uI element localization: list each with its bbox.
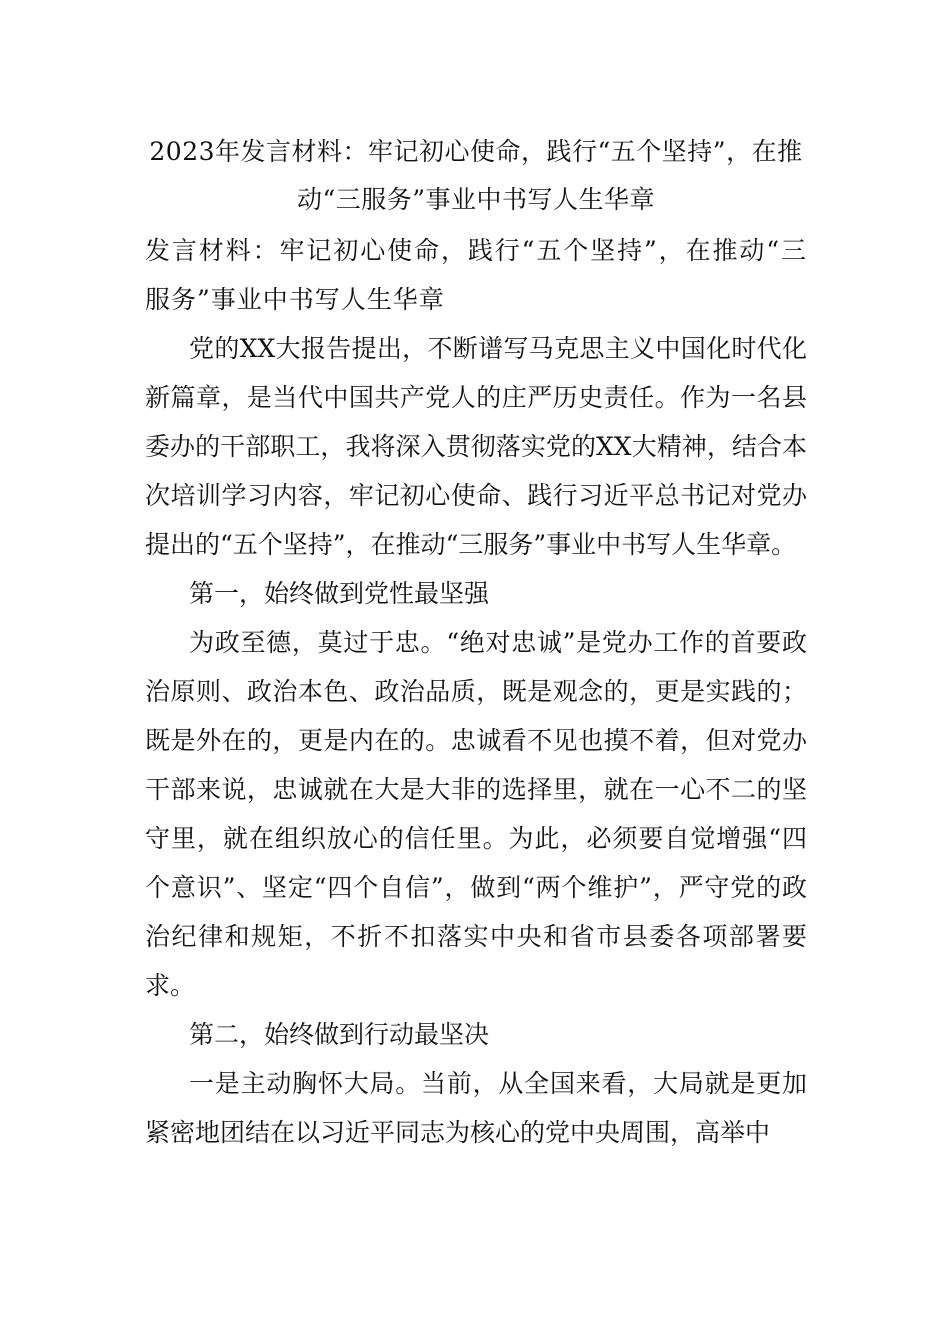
document-title: 2023年发言材料：牢记初心使命，践行“五个坚持”，在推动“三服务”事业中书写人生华章 [149,137,803,214]
intro-paragraph: 党的XX大报告提出，不断谱写马克思主义中国化时代化新篇章，是当代中国共产党人的庄严历史责任。作为一名县委办的干部职工，我将深入贯彻落实党的XX大精神，结合本次培训学习内容，牢记初心使命、践行习近平总书记对党办提出的“五个坚持”，在推动“三服务”事业中书写人生华章。 [145,334,807,559]
document-content [145,128,807,1157]
document-subtitle: 发言材料：牢记初心使命，践行“五个坚持”，在推动“三服务”事业中书写人生华章 [145,236,807,314]
section-heading-2: 第二，始终做到行动最坚决 [189,1020,490,1049]
section-2-paragraph: 一是主动胸怀大局。当前，从全国来看，大局就是更加紧密地团结在以习近平同志为核心的党中央周围，高举中 [145,1069,807,1147]
section-1-paragraph: 为政至德，莫过于忠。“绝对忠诚”是党办工作的首要政治原则、政治本色、政治品质，既是观念的，更是实践的；既是外在的，更是内在的。忠诚看不见也摸不着，但对党办干部来说，忠诚就在大是大非的选择里，就在一心不二的坚守里，就在组织放心的信任里。为此，必须要自觉增强“四个意识”、坚定“四个自信”，做到“两个维护”，严守党的政治纪律和规矩，不折不扣落实中央和省市县委各项部署要求。 [145,628,807,1000]
section-heading-1: 第一，始终做到党性最坚强 [189,579,490,608]
